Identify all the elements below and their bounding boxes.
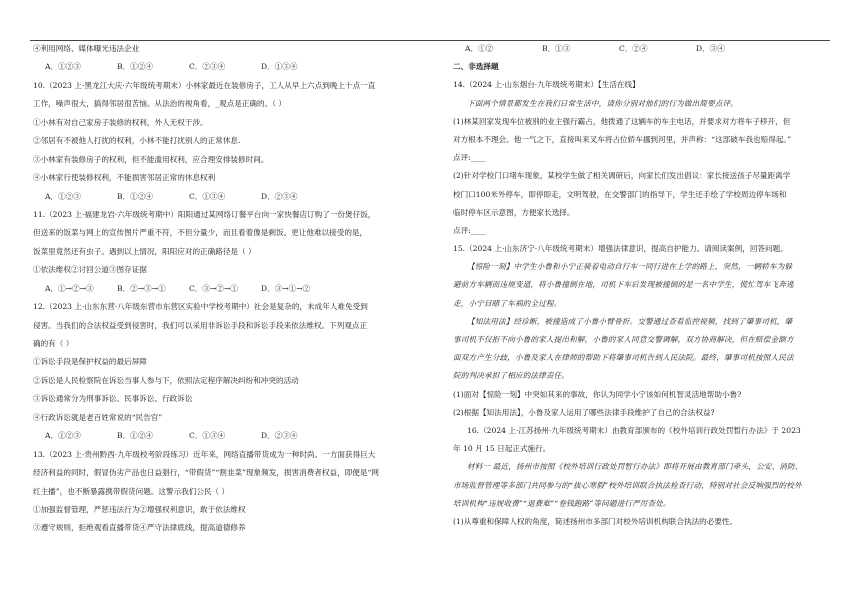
text-line: 市场监督管理等多部门共同参与的“拔心寒假”校外培训联合执法检查行动，特别对社会反响强烈的校外 — [453, 480, 802, 490]
text-line: 面双方产生分歧，小鲁及家人在律师的帮助下将肇事司机告到人民法院。最终，肇事司机按照人民法 — [453, 353, 794, 363]
answer-option: C．①③④ — [189, 191, 226, 201]
text-line: 培训机构“违规收费”“退费难”“卷钱跑路”等问题进行严厉查处。 — [453, 498, 671, 508]
answer-options — [33, 284, 421, 294]
text-line: 院的判决承担了相应的法律责任。 — [453, 371, 570, 381]
left-column — [33, 44, 421, 542]
text-line: 15.（2024 上·山东济宁·八年级统考期末）增强法律意识，提高自护能力。请阅读案例，回答问题。 — [453, 244, 788, 254]
header-rule — [30, 40, 830, 41]
answer-option: A．①②③ — [45, 431, 81, 441]
text-line: 年 10 月 15 日起正式施行。 — [453, 444, 551, 454]
text-line: 临时停车区示意图，方便家长选择。 — [453, 207, 575, 217]
text-line: 避前方车辆而违规变道，将小鲁撞倒在地，司机下车后发现被撞倒的是一名中学生，慌忙驾车飞奔逃 — [453, 280, 794, 290]
text-line: 对方根本不理会。他一气之下，直接叫来叉车将占位轿车挪到河里，并声称：“这部破车我也赔得起。” — [453, 134, 792, 144]
answer-option: C．①③④ — [189, 431, 226, 441]
answer-option: D．①③④ — [261, 62, 298, 72]
answer-option: A．①②③ — [45, 62, 81, 72]
text-line: (2)根据【知法用法】，小鲁及家人运用了哪些法律手段维护了自己的合法权益? — [453, 407, 715, 417]
text-line: 但送来的饭菜与网上的宣传图片严重不符，不但分量少，而且看着像是剩饭。更让他难以接受的是， — [33, 228, 368, 238]
text-line: 校门口100米外停车，即停即走，文明驾驶，在交警部门的指导下，学生还手绘了学校周边停车场和 — [453, 189, 787, 199]
answer-option: C．②③④ — [189, 62, 226, 72]
answer-option: B．①②④ — [117, 62, 153, 72]
answer-option: B．②→③→① — [117, 283, 166, 293]
text-line: ③诉讼通常分为刑事诉讼、民事诉讼、行政诉讼 — [33, 394, 193, 404]
answer-option: D．③→①→② — [261, 283, 311, 293]
text-line: 13.（2023 上·贵州黔西·九年级校考阶段练习）近年来，网络直播带货成为一种时尚。一方面获得巨大 — [33, 449, 376, 459]
text-line: 确的有（ ） — [33, 339, 74, 348]
text-line: 【惊险一刻】中学生小鲁和小宁正骑着电动自行车一同行进在上学的路上，突然，一辆轿车为躲 — [467, 262, 793, 272]
answer-options — [33, 431, 421, 441]
answer-options — [33, 192, 421, 202]
text-line: 事司机不仅拒不向小鲁的家人提出和解，小鲁的家人同意交警调解，双方协商解决，但在赔偿金额方 — [453, 335, 794, 344]
text-line: 14.（2024 上·山东烟台·九年级统考期末）【生活在线】 — [453, 80, 640, 90]
text-line: 16.（2024 上·江苏扬州·九年级统考期末）由教育部颁布的《校外培训行政处罚暂行办法》于 2023 — [467, 425, 801, 435]
text-line: 12.（2023 上·山东东营·八年级东营市东营区实验中学校考期中）社会是复杂的，未成年人难免受到 — [33, 302, 368, 312]
text-line: ④行政诉讼就是老百姓常说的“民告官” — [33, 412, 163, 422]
text-line: (1)面对【惊险一刻】中突如其来的事故，你认为同学小宁该如何机智灵活地帮助小鲁? — [453, 389, 742, 399]
answer-option: B．①②④ — [117, 191, 153, 201]
text-line: ①小林有对自己家房子装修的权利，外人无权干涉。 — [33, 117, 208, 127]
text-line: 红主播”，也不断暴露携带假货问题。这警示我们公民（ ） — [33, 486, 230, 496]
section-heading: 二、非选择题 — [453, 62, 499, 72]
answer-option: C．③→②→① — [189, 283, 238, 293]
answer-option: A．①→②→③ — [45, 283, 94, 293]
answer-option: A．①② — [465, 44, 494, 53]
text-line: ①诉讼手段是保护权益的最后屏障 — [33, 357, 147, 367]
text-line: (1)林某回家发现车位被别的业主强行霸占，他拨通了这辆车的车主电话，并要求对方将车子移开，但 — [453, 116, 791, 126]
text-line: ②邻居有不被他人打扰的权利，小林不能打扰别人的正常休息. — [33, 136, 241, 146]
text-line: ①加强监督管理，严惩违法行为②增强权利意识，敢于依法维权 — [33, 504, 246, 514]
answer-option: B．①②④ — [117, 431, 153, 441]
text-line: 下面两个情景都发生在我们日常生活中，请你分别对他们的行为做出简要点评。 — [467, 98, 739, 108]
text-line: 走，小宁目睹了车祸的全过程。 — [453, 298, 562, 308]
text-line: 侵害。当我们的合法权益受到侵害时，我们可以采用非诉讼手段和诉讼手段来依法维权。下列观点正 — [33, 320, 368, 330]
text-line: (2)针对学校门口堵车现象，某校学生做了相关调研后，向家长们发出倡议：家长接送孩子尽量距离学 — [453, 171, 791, 181]
answer-option: D．②③④ — [261, 431, 298, 441]
text-line: ③遵守规则，拒绝观看直播带货④严守法律底线，提高道德修养 — [33, 523, 246, 533]
text-line: ④小林家行使装修权利，不能损害邻居正常的休息权利 — [33, 173, 216, 183]
text-line: ①依法维权②讨回公道③图存证据 — [33, 265, 147, 275]
text-line: ②诉讼是人民检察院在诉讼当事人参与下，依照法定程序解决纠纷和冲突的活动 — [33, 375, 299, 385]
right-column — [453, 44, 843, 535]
answer-option: D．③④ — [696, 44, 725, 53]
answer-options — [453, 44, 843, 54]
answer-option: C．②④ — [619, 44, 648, 53]
answer-option: D．②③④ — [261, 191, 298, 201]
text-line: 经济利益的同时，假冒伪劣产品也日益猖行，“带假货”“割韭菜”现象频发，损害消费者权益，即便是“网 — [33, 468, 379, 478]
text-line: ④利用网络、媒体曝光违法企业 — [33, 44, 140, 53]
answer-option: B．①③ — [542, 44, 571, 53]
text-line: 工作，噪声很大，搞得邻居很苦恼。从法治的视角看，_观点是正确的。（ ） — [33, 99, 287, 109]
text-line: 饭菜里竟然还有虫子。遇到以上情况，阳阳应对的正确路径是（ ） — [33, 246, 256, 256]
text-line: 点评:____ — [453, 153, 486, 163]
text-line: 点评:____ — [453, 225, 486, 235]
text-line: 【知法用法】经诊断，被撞造成了小鲁小臂骨折。交警通过查看监控视频，找到了肇事司机，肇 — [467, 316, 793, 326]
text-line: ③小林家有装修房子的权利，但不能滥用权利，应合理安排装修时间。 — [33, 154, 269, 164]
text-line: 11.（2023 上·福建龙岩·六年级统考期中）阳阳通过某网络订餐平台向一家快餐店订购了一份煲仔饭， — [33, 209, 376, 219]
text-line: (1)从尊重和保障人权的角度，简述扬州市多部门对校外培训机构联合执法的必要性。 — [453, 516, 738, 526]
text-line: 10.（2023 上·黑龙江大庆·六年级统考期末）小林家最近在装修房子，工人从早上六点到晚上十点一直 — [33, 80, 376, 90]
answer-options — [33, 62, 421, 72]
text-line: 材料一 最近，扬州市按照《校外培训行政处罚暂行办法》即将开展由教育部门牵头，公安、消防、 — [467, 462, 803, 472]
answer-option: A．①②③ — [45, 191, 81, 201]
